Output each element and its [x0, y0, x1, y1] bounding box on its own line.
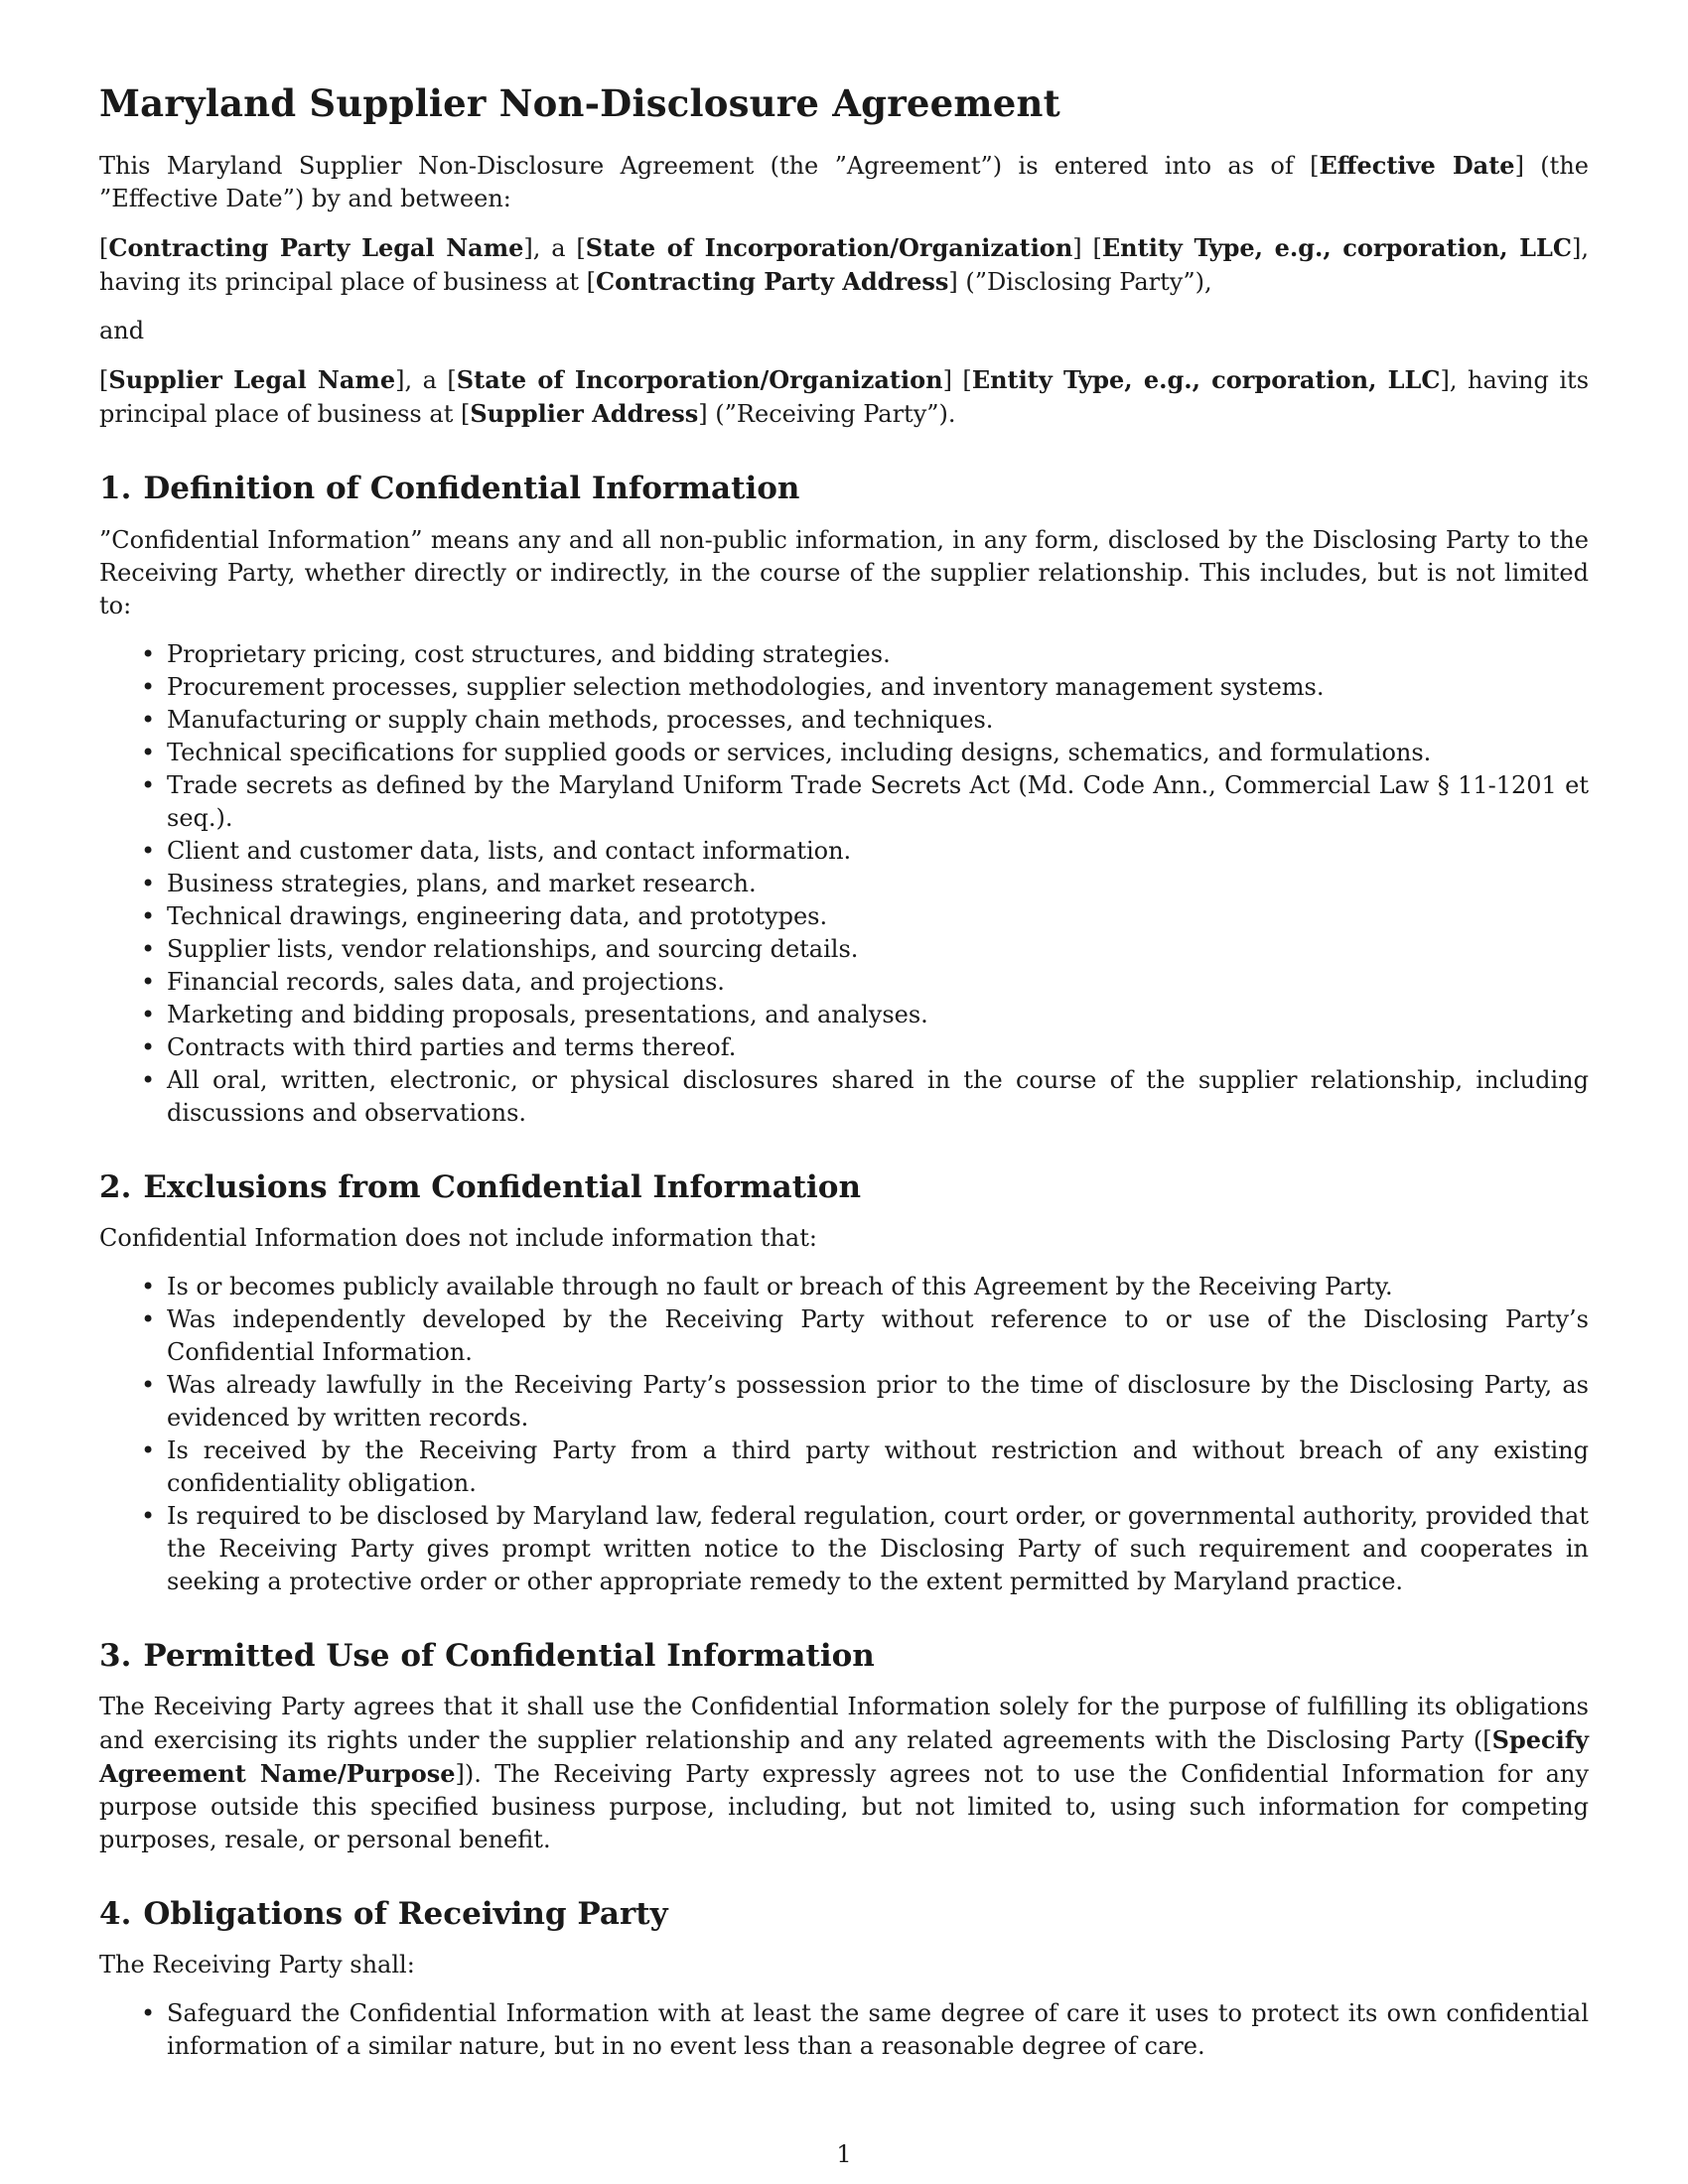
list-item: • Proprietary pricing, cost structures, and bidding strategies. [99, 638, 1589, 671]
list-item: • Financial records, sales data, and projections. [99, 966, 1589, 999]
section-3-heading [99, 1638, 1589, 1675]
placeholder-supplier-address: Supplier Address [470, 399, 699, 429]
list-item: • Is received by the Receiving Party from a third party without restriction and without breach of any existing confidentiality obligation. [99, 1434, 1589, 1500]
placeholder-contracting-party-name: Contracting Party Legal Name [108, 233, 524, 263]
and-text: and [99, 317, 145, 345]
placeholder-state: State of Incorporation/Organization [456, 365, 943, 395]
page-number: 1 [836, 2140, 852, 2168]
list-item: • Contracts with third parties and terms thereof. [99, 1031, 1589, 1064]
text: [ [99, 366, 109, 395]
list-item: • Is or becomes publicly available through no fault or breach of this Agreement by the Receiving Party. [99, 1271, 1589, 1303]
text: ] (”Receiving Party”). [698, 400, 956, 429]
intro-text: This Maryland Supplier Non-Disclosure Agreement (the ”Agreement”) is entered into as of [ [99, 152, 1320, 181]
text: The Receiving Party agrees that it shall use the Confidential Information solely for the purpose of fulfilling its obligations and exercising its rights under the supplier relationship and any related agreements with the Disclosing Party ([ [99, 1692, 1589, 1754]
placeholder-agreement-purpose: Specify Agreement Name/Purpose [99, 1724, 1589, 1788]
list-item: • Business strategies, plans, and market research. [99, 868, 1589, 900]
section-1-heading [99, 471, 1589, 507]
section-4-heading [99, 1896, 1589, 1933]
text: ]). The Receiving Party expressly agrees not to use the Confidential Information for any purpose outside this specified business purpose, including, but not limited to, using such information for competing purposes, resale, or personal benefit. [99, 1759, 1589, 1853]
disclosing-party-paragraph [99, 231, 1589, 299]
placeholder-effective-date: Effective Date [1319, 151, 1515, 181]
list-item: • Safeguard the Confidential Information with at least the same degree of care it uses to protect its own confidential information of a similar nature, but in no event less than a reasonable degree of care. [99, 1997, 1589, 2063]
list-item: • Is required to be disclosed by Maryland law, federal regulation, court order, or governmental authority, provided that the Receiving Party gives prompt written notice to the Disclosing Party of such requirement and cooperates in seeking a protective order or other appropriate remedy to the extent permitted by Maryland practice. [99, 1500, 1589, 1598]
section-title: Definition of Confidential Information [143, 471, 800, 507]
list-item: • All oral, written, electronic, or physical disclosures shared in the course of the supplier relationship, including discussions and observations. [99, 1064, 1589, 1130]
document-page [99, 81, 1589, 2063]
section-title: Exclusions from Confidential Information [143, 1168, 862, 1205]
section-4-paragraph: The Receiving Party shall: [99, 1951, 415, 1979]
placeholder-entity-type: Entity Type, e.g., corporation, LLC [971, 365, 1441, 395]
text: ], a [ [395, 366, 457, 395]
section-2-paragraph: Confidential Information does not include information that: [99, 1223, 817, 1252]
receiving-party-paragraph [99, 363, 1589, 431]
section-1-list [99, 638, 1589, 1130]
placeholder-contracting-party-address: Contracting Party Address [596, 267, 949, 297]
section-number: 3. [99, 1637, 132, 1674]
section-title: Obligations of Receiving Party [143, 1895, 668, 1932]
section-number: 1. [99, 471, 132, 507]
list-item: • Was independently developed by the Receiving Party without reference to or use of the Disclosing Party’s Confidential Information. [99, 1303, 1589, 1369]
text: ] [ [1072, 234, 1102, 263]
list-item: • Marketing and bidding proposals, presentations, and analyses. [99, 999, 1589, 1031]
section-1-paragraph: ”Confidential Information” means any and all non-public information, in any form, disclosed by the Disclosing Party to the Receiving Party, whether directly or indirectly, in the course of the supplier relationship. This includes, but is not limited to: [99, 525, 1589, 619]
section-number: 2. [99, 1168, 132, 1205]
list-item: • Was already lawfully in the Receiving Party’s possession prior to the time of disclosure by the Disclosing Party, as evidenced by written records. [99, 1369, 1589, 1434]
list-item: • Manufacturing or supply chain methods, processes, and techniques. [99, 704, 1589, 737]
placeholder-state: State of Incorporation/Organization [585, 233, 1073, 263]
text: ] (”Disclosing Party”), [948, 268, 1212, 297]
text: [ [99, 234, 109, 263]
list-item: • Procurement processes, supplier selection methodologies, and inventory management systems. [99, 671, 1589, 704]
list-item: • Supplier lists, vendor relationships, and sourcing details. [99, 933, 1589, 966]
text: ], having its principal place of business at [ [99, 366, 1590, 429]
list-item: • Technical drawings, engineering data, and prototypes. [99, 900, 1589, 933]
placeholder-supplier-name: Supplier Legal Name [108, 365, 396, 395]
section-2-heading [99, 1169, 1589, 1206]
intro-text: ] (the ”Effective Date”) by and between: [99, 152, 1589, 213]
intro-paragraph [99, 149, 1589, 215]
text: ], having its principal place of business at [ [99, 234, 1590, 297]
section-number: 4. [99, 1895, 132, 1932]
text: ] [ [942, 366, 972, 395]
list-item: • Technical specifications for supplied goods or services, including designs, schematics, and formulations. [99, 737, 1589, 769]
section-3-paragraph [99, 1691, 1589, 1856]
section-2-list [99, 1271, 1589, 1598]
placeholder-entity-type: Entity Type, e.g., corporation, LLC [1101, 233, 1573, 263]
document-title: Maryland Supplier Non-Disclosure Agreement [99, 81, 1060, 125]
list-item: • Client and customer data, lists, and contact information. [99, 835, 1589, 868]
text: ], a [ [523, 234, 586, 263]
list-item: • Trade secrets as defined by the Maryland Uniform Trade Secrets Act (Md. Code Ann., Commercial Law § 11-1201 et seq.). [99, 769, 1589, 835]
section-4-list [99, 1997, 1589, 2063]
section-title: Permitted Use of Confidential Information [143, 1637, 875, 1674]
